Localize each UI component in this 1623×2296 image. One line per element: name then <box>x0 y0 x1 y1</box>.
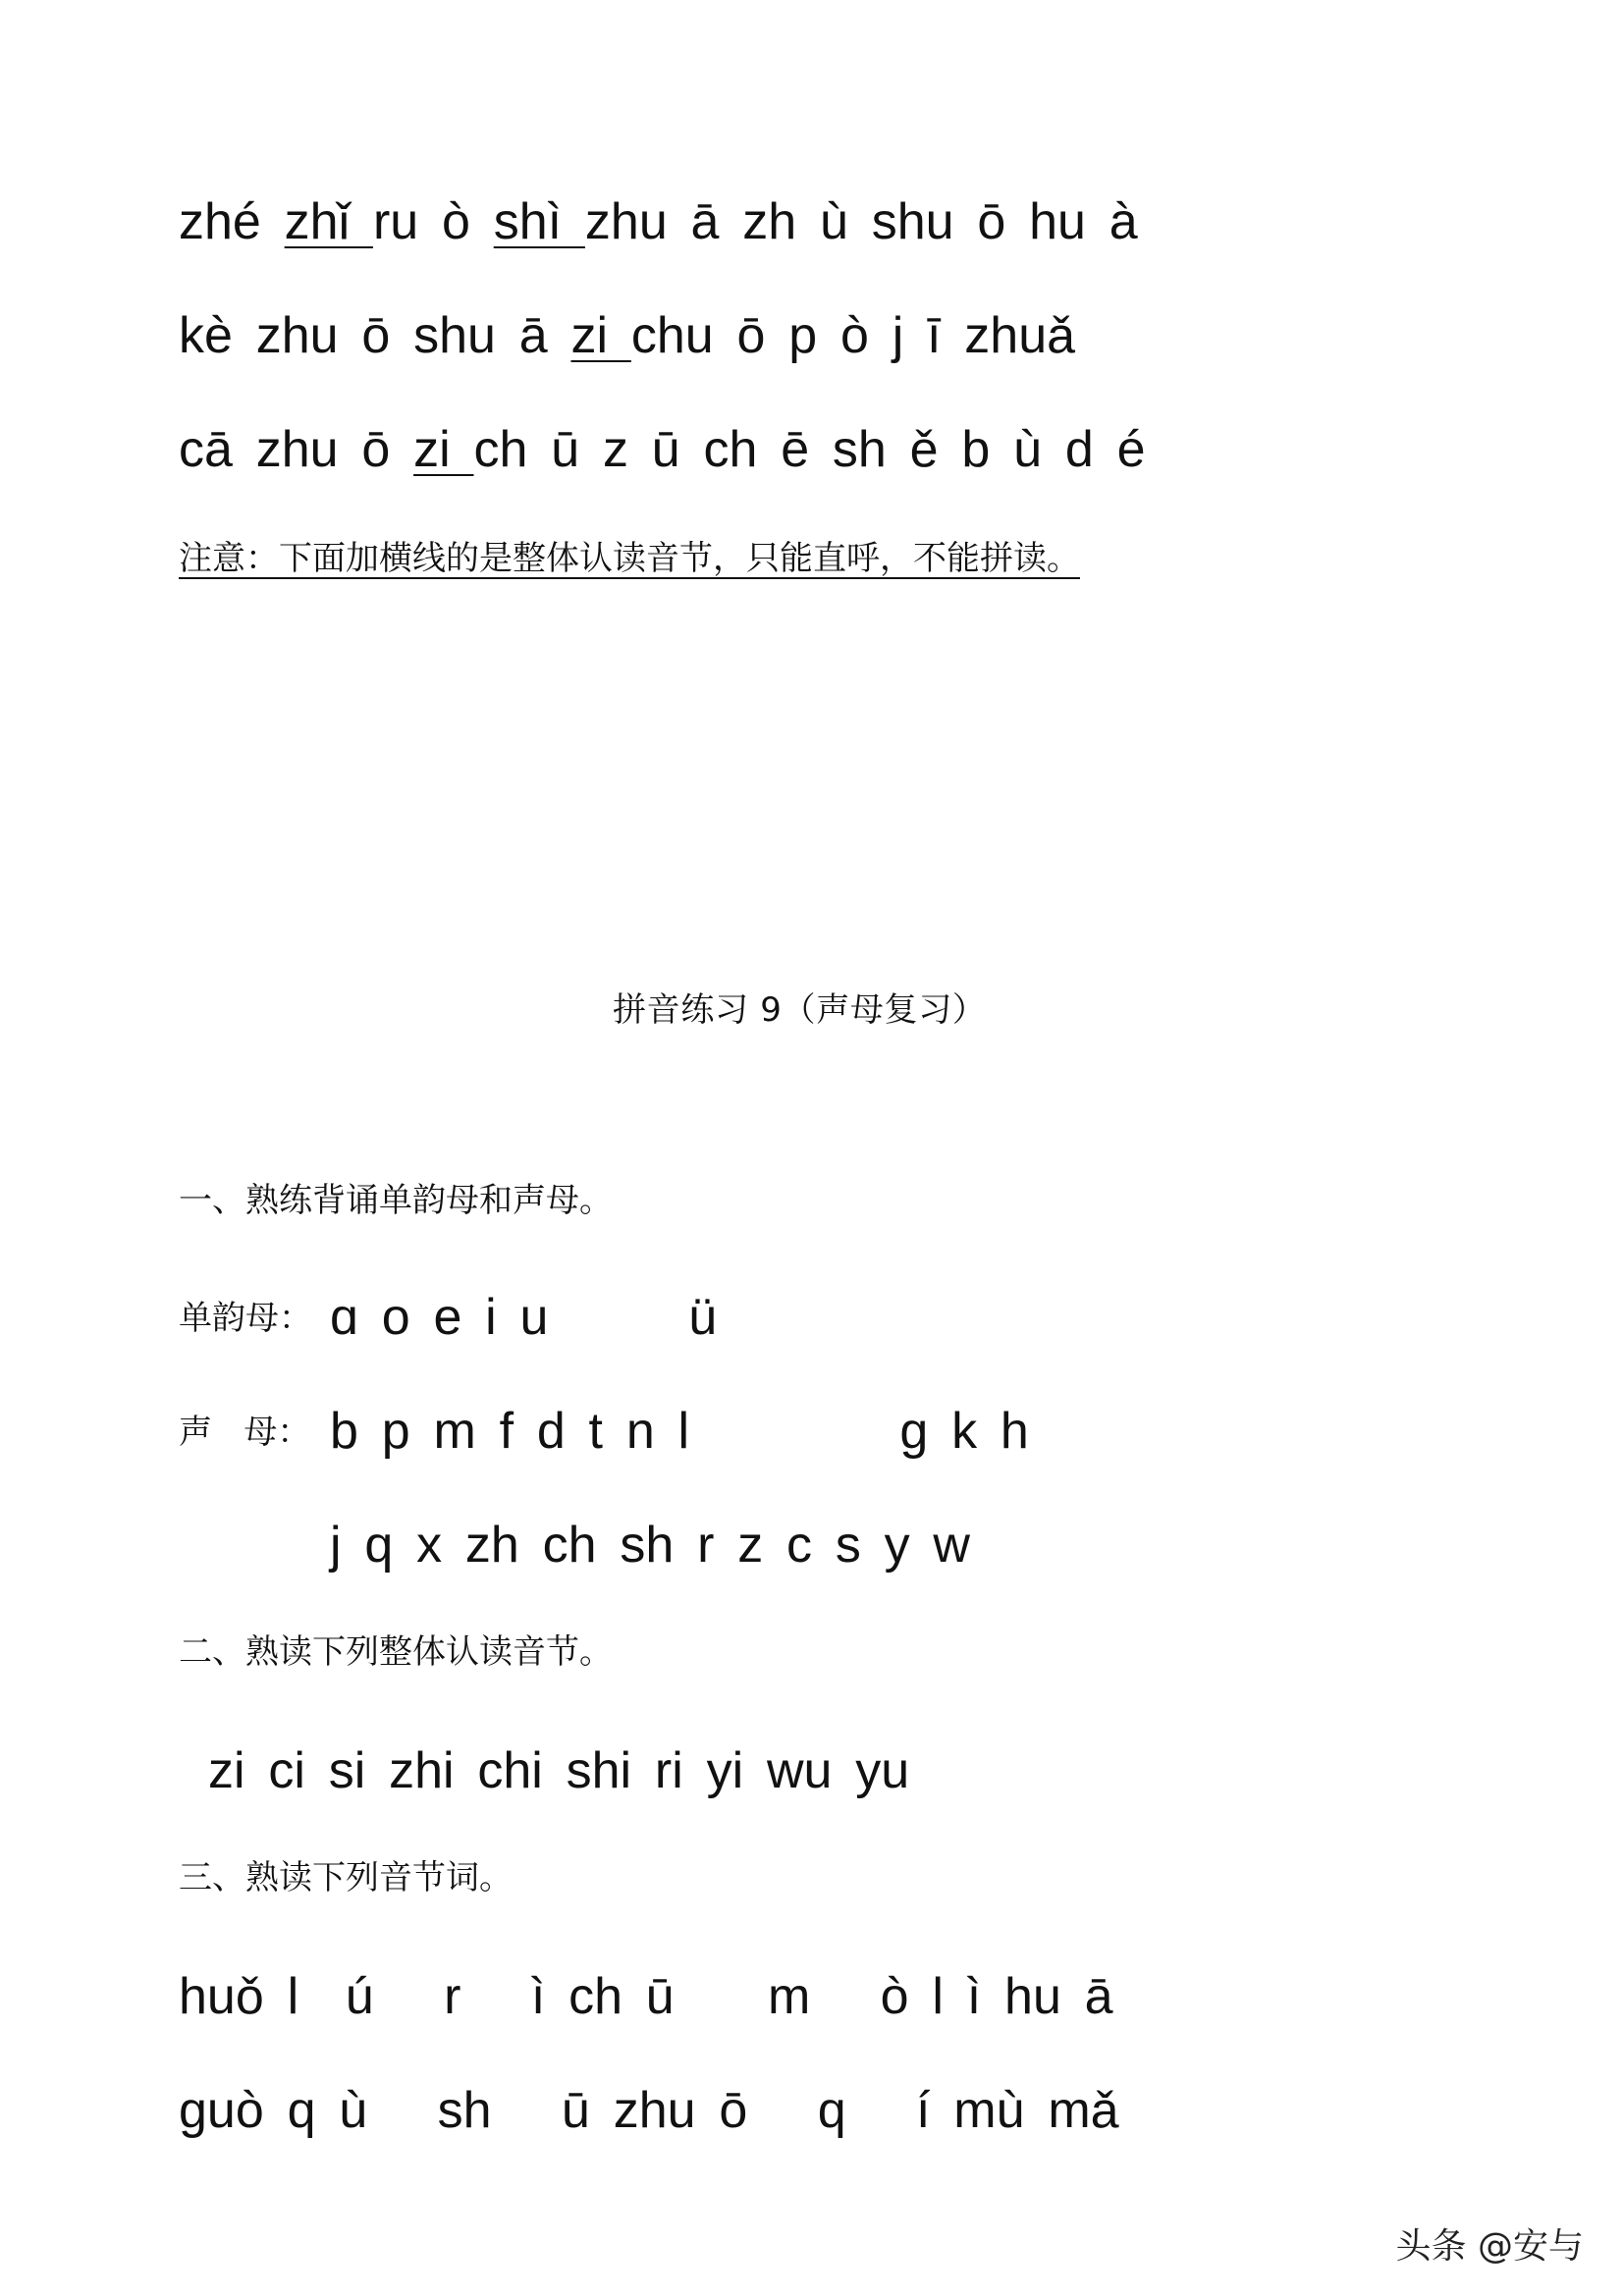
page-title: 拼音练习 9（声母复习） <box>613 990 987 1030</box>
vowels-label: 单韵母： <box>179 1299 312 1338</box>
syllable-text: zhé <box>179 193 285 250</box>
section-heading-1: 一、熟练背诵单韵母和声母。 <box>179 1181 613 1220</box>
syllable-text: kè zhu ō shu ā <box>179 307 571 364</box>
pinyin-line-3 <box>179 421 1146 478</box>
note-text: 注意：下面加横线的是整体认读音节，只能直呼，不能拼读。 <box>179 539 1080 578</box>
whole-syllable-underlined: zi <box>413 421 474 478</box>
watermark-text: 头条 @安与 <box>1395 2226 1584 2267</box>
syllable-text: ru ò <box>372 193 494 250</box>
syllable-text: cā zhu ō <box>179 421 414 478</box>
whole-syllable-underlined: shì <box>493 193 585 250</box>
syllable-words-line-2: ɡuò q ù sh ū zhu ō q í mù mǎ <box>179 2082 1119 2139</box>
syllable-text: chu ō p ò j ī zhuǎ <box>630 307 1076 364</box>
syllable-text: zhu ā zh ù shu ō hu à <box>584 193 1138 250</box>
section-heading-2: 二、熟读下列整体认读音节。 <box>179 1632 613 1672</box>
consonants-label: 声 母： <box>179 1413 311 1452</box>
syllable-text: ch ū z ū ch ē sh ě b ù d é <box>473 421 1146 478</box>
vowels-list: ɑ o e i u ü <box>330 1289 718 1346</box>
whole-syllables-list: zi ci si zhi chi shi ri yi wu yu <box>208 1742 910 1799</box>
pinyin-line-1 <box>179 193 1138 250</box>
consonants-list-2: j q x zh ch sh r z c s y w <box>330 1517 970 1574</box>
pinyin-line-2 <box>179 307 1076 364</box>
syllable-words-line-1: huǒ l ú r ì ch ū m ò l ì hu ā <box>179 1968 1113 2025</box>
whole-syllable-underlined: zi <box>570 307 631 364</box>
section-heading-3: 三、熟读下列音节词。 <box>179 1858 513 1897</box>
whole-syllable-underlined: zhǐ <box>284 193 373 250</box>
consonants-list-1: b p m f d t n l ɡ k h <box>330 1403 1029 1460</box>
